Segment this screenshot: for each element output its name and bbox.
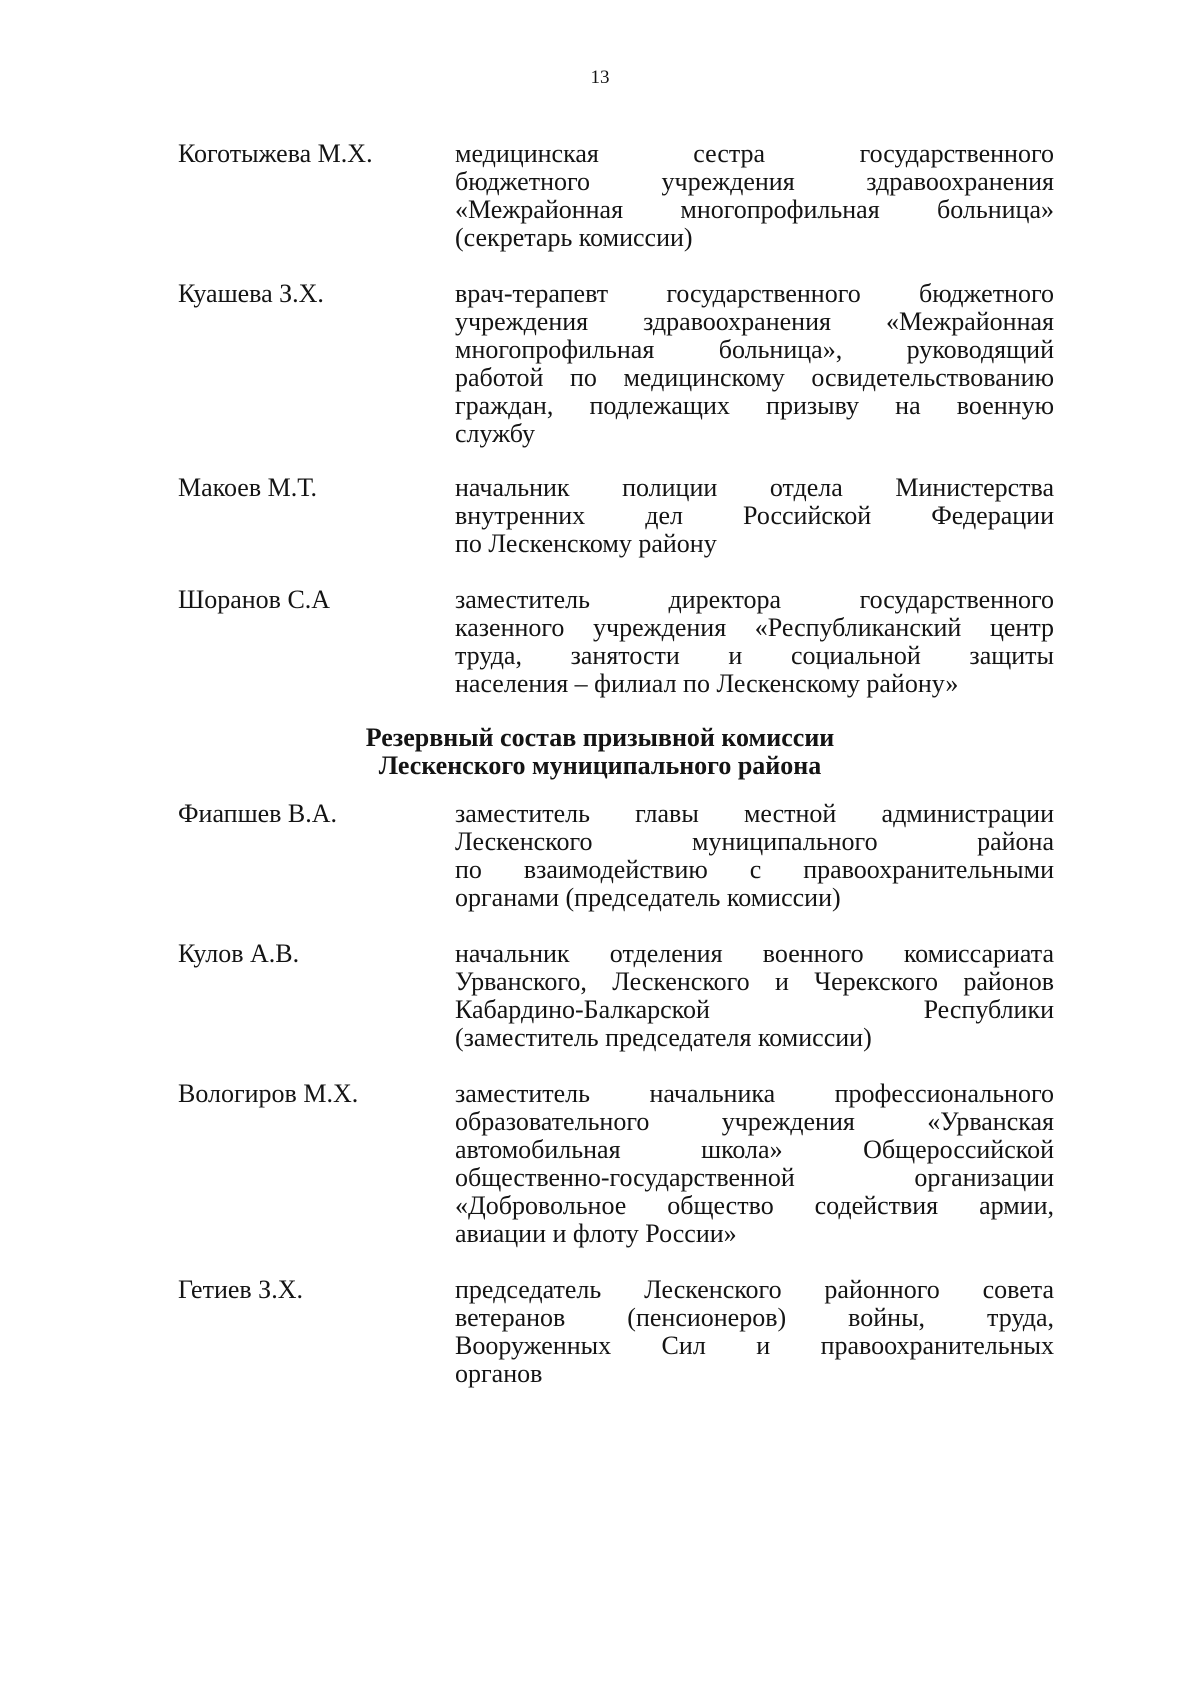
role-line: работой по медицинскому освидетельствованию xyxy=(455,363,1054,392)
member-role xyxy=(455,940,1054,1052)
role-line: председатель Лескенского районного совета xyxy=(455,1275,1054,1304)
role-line: по Лескенскому району xyxy=(455,529,717,558)
role-line: образовательного учреждения «Урванская xyxy=(455,1107,1054,1136)
role-line: службу xyxy=(455,419,536,448)
member-role xyxy=(455,1080,1054,1248)
reserve-heading-line-2: Лескенского муниципального района xyxy=(378,751,822,780)
member-role xyxy=(455,800,1054,912)
role-line: по взаимодействию с правоохранительными xyxy=(455,855,1054,884)
role-line: населения – филиал по Лескенскому району» xyxy=(455,669,959,698)
role-line: врач-терапевт государственного бюджетного xyxy=(455,279,1054,308)
role-line: органов xyxy=(455,1359,543,1388)
role-line: органами (председатель комиссии) xyxy=(455,883,841,912)
role-line: Вооруженных Сил и правоохранительных xyxy=(455,1331,1054,1360)
role-line: учреждения здравоохранения «Межрайонная xyxy=(455,307,1054,336)
role-line: (секретарь комиссии) xyxy=(455,223,693,252)
role-line: бюджетного учреждения здравоохранения xyxy=(455,167,1054,196)
role-line: общественно-государственной организации xyxy=(455,1163,1054,1192)
reserve-heading-line-1: Резервный состав призывной комиссии xyxy=(365,723,835,752)
member-name: Коготыжева М.Х. xyxy=(178,139,373,168)
member-name: Фиапшев В.А. xyxy=(178,799,338,828)
role-line: Лескенского муниципального района xyxy=(455,827,1054,856)
role-line: (заместитель председателя комиссии) xyxy=(455,1023,872,1052)
member-name: Макоев М.Т. xyxy=(178,473,318,502)
role-line: внутренних дел Российской Федерации xyxy=(455,501,1054,530)
member-role xyxy=(455,140,1054,252)
role-line: граждан, подлежащих призыву на военную xyxy=(455,391,1054,420)
member-name: Вологиров М.Х. xyxy=(178,1079,359,1108)
member-name: Кулов А.В. xyxy=(178,939,300,968)
role-line: Кабардино-Балкарской Республики xyxy=(455,995,1054,1024)
member-role xyxy=(455,586,1054,698)
role-line: заместитель начальника профессионального xyxy=(455,1079,1054,1108)
role-line: начальник полиции отдела Министерства xyxy=(455,473,1054,502)
role-line: Урванского, Лескенского и Черекского районов xyxy=(455,967,1054,996)
role-line: медицинская сестра государственного xyxy=(455,139,1054,168)
member-name: Шоранов С.А xyxy=(178,585,331,614)
reserve-section-heading xyxy=(0,724,1200,780)
member-role xyxy=(455,474,1054,558)
role-line: казенного учреждения «Республиканский центр xyxy=(455,613,1054,642)
role-line: автомобильная школа» Общероссийской xyxy=(455,1135,1054,1164)
role-line: «Добровольное общество содействия армии, xyxy=(455,1191,1054,1220)
role-line: многопрофильная больница», руководящий xyxy=(455,335,1054,364)
role-line: заместитель директора государственного xyxy=(455,585,1054,614)
role-line: труда, занятости и социальной защиты xyxy=(455,641,1054,670)
role-line: начальник отделения военного комиссариата xyxy=(455,939,1054,968)
member-role xyxy=(455,280,1054,448)
role-line: авиации и флоту России» xyxy=(455,1219,737,1248)
role-line: заместитель главы местной администрации xyxy=(455,799,1054,828)
page-number: 13 xyxy=(590,67,610,88)
role-line: ветеранов (пенсионеров) войны, труда, xyxy=(455,1303,1054,1332)
member-name: Гетиев З.Х. xyxy=(178,1275,303,1304)
role-line: «Межрайонная многопрофильная больница» xyxy=(455,195,1054,224)
member-name: Куашева З.Х. xyxy=(178,279,324,308)
member-role xyxy=(455,1276,1054,1388)
